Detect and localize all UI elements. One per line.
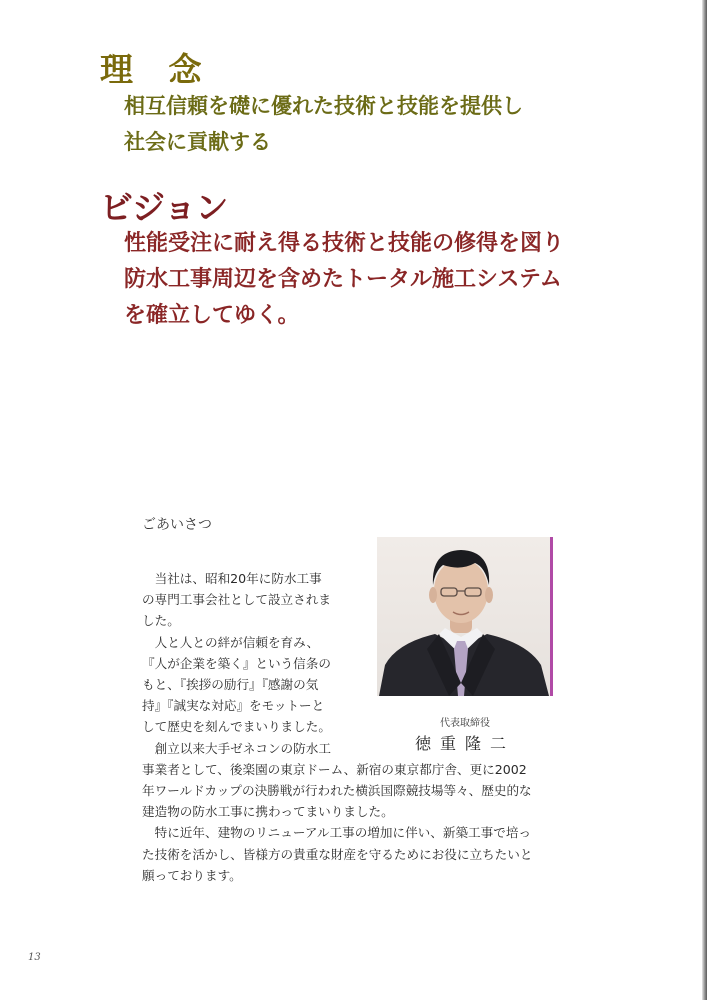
greeting-line: もと、『挨拶の励行』『感謝の気 <box>142 677 319 693</box>
greeting-line: して歴史を刻んでまいりました。 <box>142 719 331 735</box>
greeting-line: 年ワールドカップの決勝戦が行われた横浜国際競技場等々、歴史的な <box>142 783 532 799</box>
philosophy-heading: 理 念 <box>100 50 214 89</box>
philosophy-line: 社会に貢献する <box>124 130 271 154</box>
vision-line: 性能受注に耐え得る技術と技能の修得を図り <box>124 231 565 256</box>
greeting-line: 当社は、昭和20年に防水工事 <box>142 571 322 586</box>
president-name: 徳重隆二 <box>414 734 515 753</box>
vision-statement <box>124 226 564 334</box>
vision-line: を確立してゆく。 <box>124 303 300 328</box>
greeting-line: した。 <box>142 613 180 629</box>
vision-heading: ビジョン <box>100 188 228 227</box>
greeting-line: 特に近年、建物のリニューアル工事の増加に伴い、新築工事で培っ <box>142 825 532 841</box>
greeting-line: 創立以来大手ゼネコンの防水工 <box>142 740 331 756</box>
page-edge-shadow <box>702 0 707 1000</box>
greeting-line: 持』『誠実な対応』をモットーと <box>142 698 325 714</box>
greeting-line: 事業者として、後楽園の東京ドーム、新宿の東京都庁舎、更に2002 <box>142 761 527 777</box>
vision-line: 防水工事周辺を含めたトータル施工システム <box>124 267 562 292</box>
greeting-line: 人と人との絆が信頼を育み、 <box>142 634 320 650</box>
greeting-line: 建造物の防水工事に携わってまいりました。 <box>142 804 394 820</box>
page-number: 13 <box>28 952 41 963</box>
greeting-line: の専門工事会社として設立されま <box>142 592 331 608</box>
greeting-title: ごあいさつ <box>142 517 212 533</box>
philosophy-statement <box>124 88 523 160</box>
greeting-line: 『人が企業を築く』という信条の <box>142 655 331 671</box>
greeting-body <box>142 568 532 886</box>
philosophy-line: 相互信頼を礎に優れた技術と技能を提供し <box>124 94 523 118</box>
president-title: 代表取締役 <box>440 718 490 729</box>
greeting-line: 願っております。 <box>142 867 242 883</box>
greeting-line: た技術を活かし、皆様方の貴重な財産を守るためにお役に立ちたいと <box>142 846 533 862</box>
